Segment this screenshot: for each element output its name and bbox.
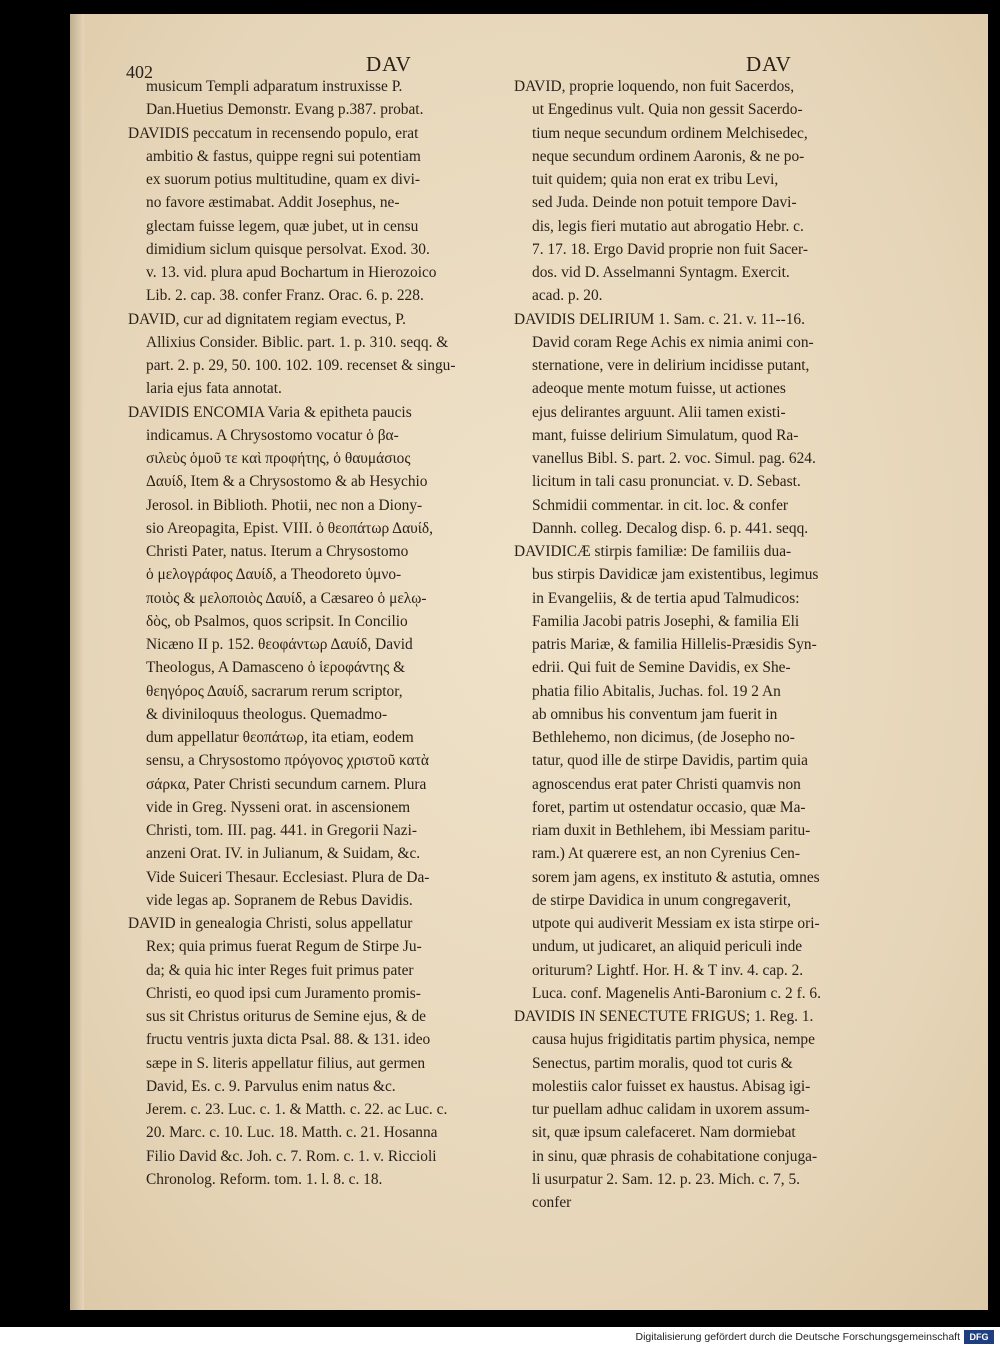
text-line: utpote qui audiverit Messiam ex ista stirpe ori- xyxy=(532,915,820,932)
text-line: DAVID, proprie loquendo, non fuit Sacerdos, xyxy=(514,78,795,95)
text-line: sæpe in S. literis appellatur filius, aut germen xyxy=(146,1054,426,1072)
text-line: sit, quæ ipsum calefaceret. Nam dormiebat xyxy=(532,1124,796,1142)
text-line: ποιὸς & μελοποιὸς Δαυίδ, a Cæsareo ὁ μελῳ- xyxy=(146,589,427,607)
text-line: de stirpe Davidica in unum congregaverit, xyxy=(532,891,791,909)
text-line: tur puellam adhuc calidam in uxorem assum- xyxy=(532,1101,810,1118)
text-line: foret, partim ut ostendatur occasio, quæ Ma- xyxy=(532,798,806,816)
text-line: v. 13. vid. plura apud Bochartum in Hierozoico xyxy=(146,264,437,281)
text-line: indicamus. A Chrysostomo vocatur ὁ βα- xyxy=(146,426,399,444)
text-line: DAVIDIS IN SENECTUTE FRIGUS; 1. Reg. 1. xyxy=(514,1008,814,1025)
entry-paragraph xyxy=(128,912,498,1191)
text-line: vide legas ap. Sopranem de Rebus Davidis. xyxy=(146,891,413,909)
text-line: DAVIDIS DELIRIUM 1. Sam. c. 21. v. 11--16. xyxy=(514,310,805,328)
text-line: Dannh. colleg. Decalog disp. 6. p. 441. seqq. xyxy=(532,519,809,537)
text-line: ram.) At quærere est, an non Cyrenius Cen- xyxy=(532,845,800,863)
text-line: Schmidii commentar. in cit. loc. & confer xyxy=(532,496,789,514)
text-line: mant, fuisse delirium Simulatum, quod Ra- xyxy=(532,426,799,444)
entry-paragraph xyxy=(128,401,498,913)
text-line: Christi, eo quod ipsi cum Juramento promis- xyxy=(146,984,421,1002)
running-head-right: DAV xyxy=(746,52,792,76)
text-line: tium neque secundum ordinem Melchisedec, xyxy=(532,124,808,142)
text-line: Filio David &c. Joh. c. 7. Rom. c. 1. v. Riccioli xyxy=(146,1147,437,1165)
entry-paragraph xyxy=(514,1005,910,1214)
text-line: David, Es. c. 9. Parvulus enim natus &c. xyxy=(146,1077,396,1095)
footer-bar xyxy=(0,1327,1000,1347)
running-head-left: DAV xyxy=(366,52,412,76)
text-line: fructu ventris juxta dicta Psal. 88. & 131. ideo xyxy=(146,1031,431,1049)
text-line: ab omnibus his conventum jam fuerit in xyxy=(532,705,778,723)
text-line: laria ejus fata annotat. xyxy=(146,380,282,398)
text-line: dos. vid D. Asselmanni Syntagm. Exercit. xyxy=(532,264,790,281)
text-line: sorem jam agens, ex instituto & astutia, omnes xyxy=(532,868,820,886)
text-line: in Evangeliis, & de tertia apud Talmudicos: xyxy=(532,589,800,607)
text-line: DAVIDIS peccatum in recensendo populo, erat xyxy=(128,124,419,142)
text-line: 20. Marc. c. 10. Luc. 18. Matth. c. 21. Hosanna xyxy=(146,1124,438,1142)
text-line: Chronolog. Reform. tom. 1. l. 8. c. 18. xyxy=(146,1170,383,1188)
text-line: sensu, a Chrysostomo πρόγονος χριστοῦ κατὰ xyxy=(146,752,429,770)
text-line: agnoscendus erat pater Christi quamvis non xyxy=(532,775,801,793)
funding-note: Digitalisierung gefördert durch die Deutsche Forschungsgemeinschaft xyxy=(635,1331,960,1343)
text-line: σάρκα, Pater Christi secundum carnem. Plura xyxy=(146,775,427,793)
text-line: Christi, tom. III. pag. 441. in Gregorii Nazi- xyxy=(146,822,417,839)
text-line: dis, legis fieri mutatio aut abrogatio Hebr. c. xyxy=(532,217,804,235)
text-line: edrii. Qui fuit de Semine Davidis, ex She- xyxy=(532,659,791,677)
text-line: Luca. conf. Magenelis Anti-Baronium c. 2 f. 6. xyxy=(532,984,821,1002)
text-line: DAVID in genealogia Christi, solus appellatur xyxy=(128,915,413,932)
text-line: δὸς, ob Psalmos, quos scripsit. In Concilio xyxy=(146,612,408,630)
text-line: no favore æstimabat. Addit Josephus, ne- xyxy=(146,194,400,212)
text-line: oriturum? Lightf. Hor. H. & T inv. 4. cap. 2. xyxy=(532,961,804,979)
text-line: ambitio & fastus, quippe regni sui potentiam xyxy=(146,147,421,165)
text-line: undum, ut judicaret, an aliquid periculi inde xyxy=(532,938,803,956)
text-line: acad. p. 20. xyxy=(532,287,603,305)
text-line: li usurpatur 2. Sam. 12. p. 23. Mich. c. 7, 5. xyxy=(532,1170,801,1188)
text-line: Lib. 2. cap. 38. confer Franz. Orac. 6. p. 228. xyxy=(146,287,424,305)
text-line: bus stirpis Davidicæ jam existentibus, legimus xyxy=(532,566,819,584)
text-line: adeoque mente motum fuisse, ut actiones xyxy=(532,380,786,398)
text-line: tuit quidem; quia non erat ex tribu Levi, xyxy=(532,171,779,188)
text-line: causa hujus frigiditatis partim physica, nempe xyxy=(532,1031,815,1049)
text-line: vide in Greg. Nysseni orat. in ascensionem xyxy=(146,798,411,816)
text-line: σιλεὺς ὁμοῦ τε καὶ προφήτης, ὁ θαυμάσιος xyxy=(146,450,411,467)
entry-paragraph xyxy=(128,75,498,122)
text-line: part. 2. p. 29, 50. 100. 102. 109. recenset & singu- xyxy=(146,357,456,374)
text-line: DAVID, cur ad dignitatem regiam evectus, P. xyxy=(128,310,406,328)
left-column xyxy=(128,75,498,1191)
text-line: DAVIDIS ENCOMIA Varia & epitheta paucis xyxy=(128,403,412,421)
text-line: Nicæno II p. 152. θεοφάντωρ Δαυίδ, David xyxy=(146,636,413,653)
entry-paragraph xyxy=(128,122,498,308)
text-line: anzeni Orat. IV. in Julianum, & Suidam, &c. xyxy=(146,845,421,863)
text-line: Δαυίδ, Item & a Chrysostomo & ab Hesychio xyxy=(146,473,428,491)
text-line: licitum in tali casu pronunciat. v. D. Sebast. xyxy=(532,473,801,491)
text-line: da; & quia hic inter Reges fuit primus pater xyxy=(146,961,414,979)
entry-paragraph xyxy=(514,308,910,541)
text-line: Familia Jacobi patris Josephi, & familia Eli xyxy=(532,612,800,630)
text-line: molestiis calor fuisset ex haustus. Abisag igi- xyxy=(532,1077,811,1095)
text-line: patris Mariæ, & familia Hillelis-Præsidis Syn- xyxy=(532,636,817,653)
text-line: Allixius Consider. Biblic. part. 1. p. 310. seqq. & xyxy=(146,333,449,351)
text-line: glectam fuisse legem, quæ jubet, ut in censu xyxy=(146,217,419,235)
text-line: ejus delirantes arguunt. Alii tamen existi- xyxy=(532,403,786,421)
text-line: in sinu, quæ phrasis de cohabitatione conjuga- xyxy=(532,1147,818,1165)
text-line: Bethlehemo, non dicimus, (de Josepho no- xyxy=(532,729,795,746)
text-line: Jerosol. in Biblioth. Photii, nec non a Diony- xyxy=(146,496,423,514)
text-line: vanellus Bibl. S. part. 2. voc. Simul. pag. 624. xyxy=(532,450,816,467)
text-line: sed Juda. Deinde non potuit tempore Davi- xyxy=(532,194,797,212)
text-line: riam duxit in Bethlehem, ibi Messiam paritu- xyxy=(532,822,811,839)
text-line: neque secundum ordinem Aaronis, & ne po- xyxy=(532,147,805,165)
text-line: phatia filio Abitalis, Juchas. fol. 19 2 An xyxy=(532,682,781,700)
text-line: confer xyxy=(532,1194,572,1211)
text-line: θεηγόρος Δαυίδ, sacrarum rerum scriptor, xyxy=(146,682,403,700)
entry-paragraph xyxy=(514,540,910,1005)
text-line: 7. 17. 18. Ergo David proprie non fuit Sacer- xyxy=(532,240,808,258)
text-line: sus sit Christus oriturus de Semine ejus, & de xyxy=(146,1008,427,1025)
text-line: dum appellatur θεοπάτωρ, ita etiam, eodem xyxy=(146,729,414,746)
text-line: David coram Rege Achis ex nimia animi con- xyxy=(532,333,814,351)
text-line: Dan.Huetius Demonstr. Evang p.387. probat. xyxy=(146,101,424,119)
entry-paragraph xyxy=(514,75,910,308)
text-line: Senectus, partim moralis, quod tot curis & xyxy=(532,1054,793,1072)
text-line: ut Engedinus vult. Quia non gessit Sacerdo- xyxy=(532,101,803,119)
text-line: tatur, quod ille de stirpe Davidis, partim quia xyxy=(532,752,808,770)
text-line: Jerem. c. 23. Luc. c. 1. & Matth. c. 22. ac Luc. c. xyxy=(146,1101,448,1118)
text-line: Vide Suiceri Thesaur. Ecclesiast. Plura de Da- xyxy=(146,868,430,886)
text-line: ex suorum potius multitudine, quam ex divi- xyxy=(146,171,421,188)
text-line: dimidium siclum quisque persolvat. Exod. 30. xyxy=(146,240,430,258)
entry-paragraph xyxy=(128,308,498,401)
page-number: 402 xyxy=(126,62,153,82)
text-line: ὁ μελογράφος Δαυίδ, a Theodoreto ὑμνο- xyxy=(146,566,402,584)
text-line: sternatione, vere in delirium incidisse putant, xyxy=(532,357,810,374)
text-line: sio Areopagita, Epist. VIII. ὁ θεοπάτωρ Δαυίδ, xyxy=(146,519,433,537)
text-line: musicum Templi adparatum instruxisse P. xyxy=(146,78,403,95)
right-column xyxy=(514,75,910,1214)
text-line: DAVIDICÆ stirpis familiæ: De familiis dua- xyxy=(514,543,792,560)
text-line: Rex; quia primus fuerat Regum de Stirpe Ju- xyxy=(146,938,422,956)
page-binding-shadow xyxy=(70,14,84,1310)
text-line: Theologus, A Damasceno ὁ ἱεροφάντης & xyxy=(146,659,406,677)
text-line: & diviniloquus theologus. Quemadmo- xyxy=(146,705,388,723)
text-line: Christi Pater, natus. Iterum a Chrysostomo xyxy=(146,543,409,560)
dfg-logo: DFG xyxy=(964,1330,994,1344)
